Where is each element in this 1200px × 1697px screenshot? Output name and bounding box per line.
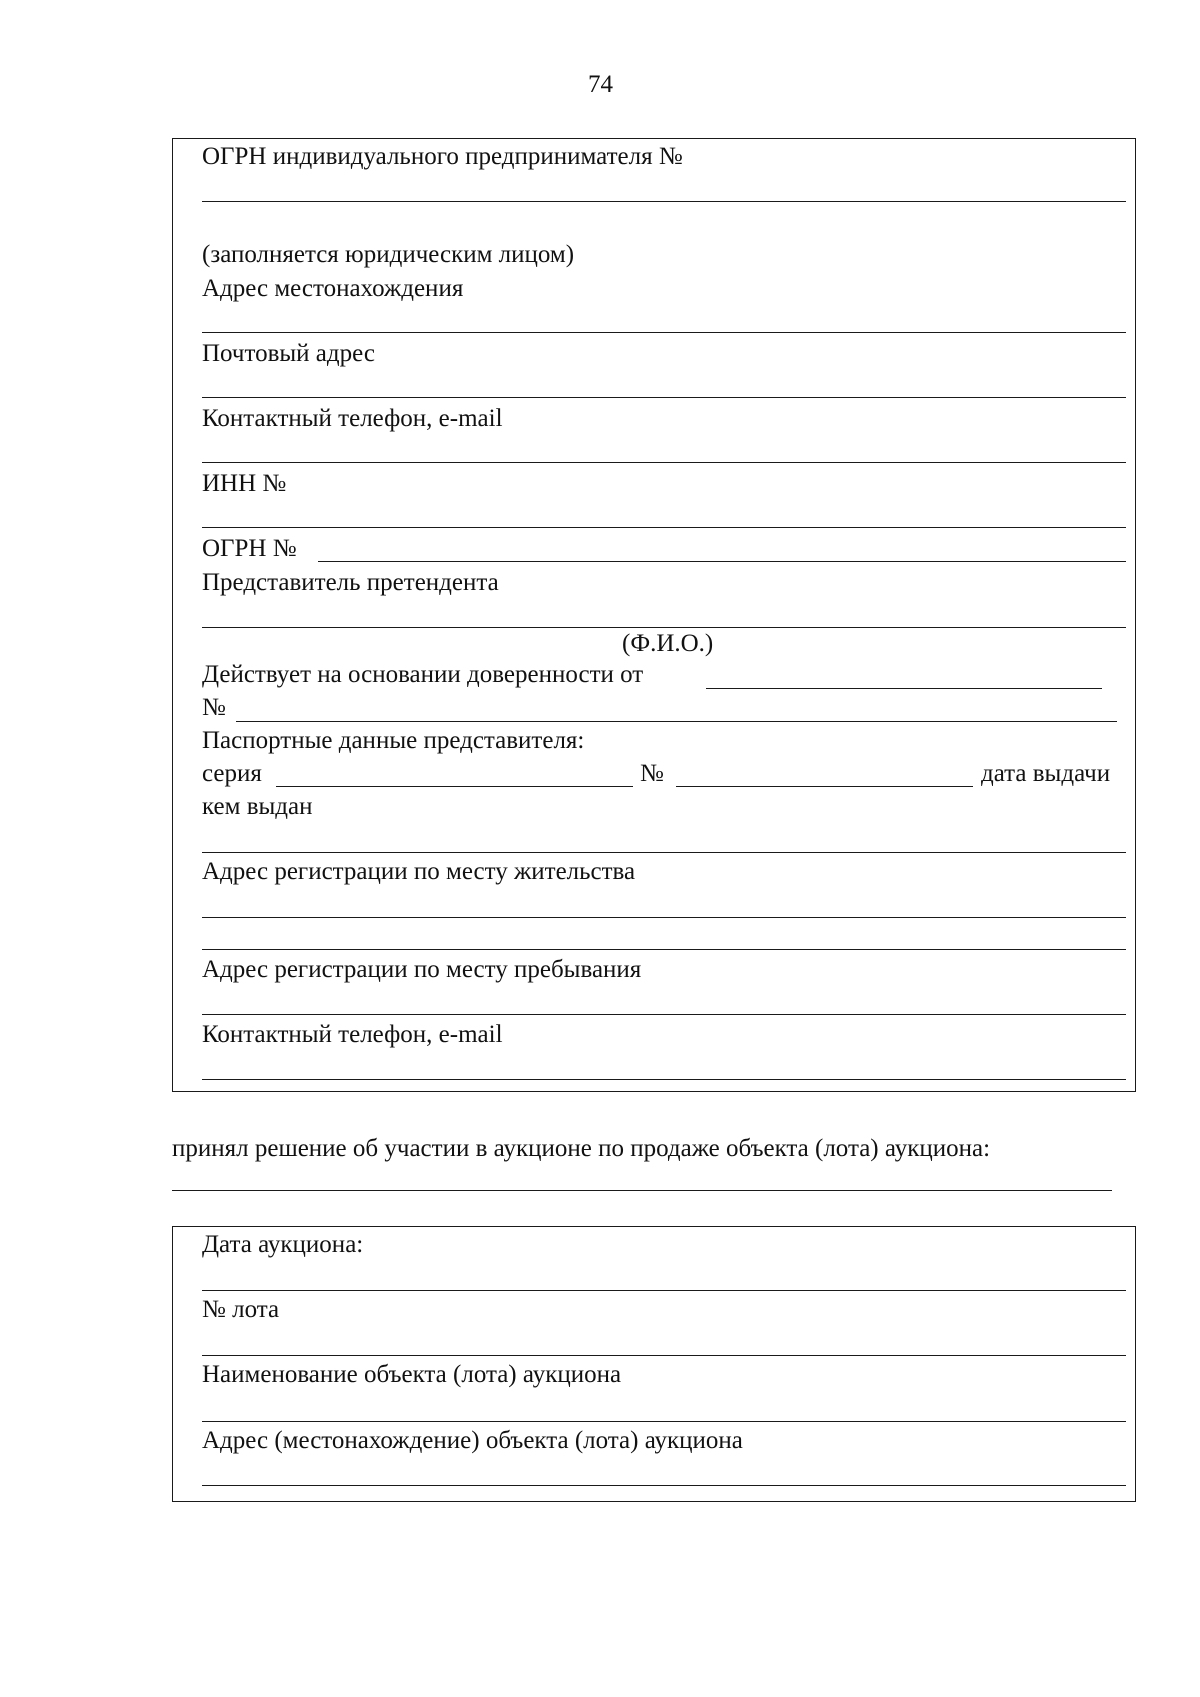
- location-address-field[interactable]: [202, 332, 1126, 333]
- ogrn-field[interactable]: [318, 561, 1126, 562]
- lot-name-field[interactable]: [202, 1421, 1126, 1422]
- location-address-label: Адрес местонахождения: [202, 275, 464, 302]
- series-label: серия: [202, 760, 262, 787]
- passport-label: Паспортные данные представителя:: [202, 727, 585, 754]
- lot-name-label: Наименование объекта (лота) аукциона: [202, 1361, 622, 1388]
- representative-label: Представитель претендента: [202, 569, 499, 596]
- attorney-number-label: №: [202, 694, 226, 721]
- representative-field[interactable]: [202, 627, 1126, 628]
- power-of-attorney-label: Действует на основании доверенности от: [202, 661, 644, 688]
- lot-address-label: Адрес (местонахождение) объекта (лота) аукциона: [202, 1427, 743, 1454]
- attorney-number-field[interactable]: [236, 721, 1117, 722]
- issued-by-label: кем выдан: [202, 793, 313, 820]
- issue-date-label: дата выдачи: [981, 760, 1111, 787]
- passport-series-field[interactable]: [276, 786, 633, 787]
- decision-text: принял решение об участии в аукционе по продаже объекта (лота) аукциона:: [172, 1135, 991, 1162]
- ogrn-ip-label: ОГРН индивидуального предпринимателя №: [202, 143, 683, 170]
- contact-phone-field[interactable]: [202, 462, 1126, 463]
- contact-phone-label-2: Контактный телефон, e-mail: [202, 1021, 503, 1048]
- lot-number-label: № лота: [202, 1296, 280, 1323]
- ogrn-ip-field[interactable]: [202, 201, 1126, 202]
- postal-address-field[interactable]: [202, 397, 1126, 398]
- lot-number-field[interactable]: [202, 1355, 1126, 1356]
- lot-address-field[interactable]: [202, 1485, 1126, 1486]
- contact-phone-field-2[interactable]: [202, 1079, 1126, 1080]
- auction-date-field[interactable]: [202, 1290, 1126, 1291]
- ogrn-label: ОГРН №: [202, 535, 297, 562]
- residence-address-field-2[interactable]: [202, 949, 1126, 950]
- passport-number-field[interactable]: [676, 786, 973, 787]
- decision-lot-field[interactable]: [172, 1190, 1112, 1191]
- postal-address-label: Почтовый адрес: [202, 340, 375, 367]
- contact-phone-label: Контактный телефон, e-mail: [202, 405, 503, 432]
- auction-date-label: Дата аукциона:: [202, 1231, 364, 1258]
- fio-caption: (Ф.И.О.): [622, 630, 714, 657]
- stay-address-label: Адрес регистрации по месту пребывания: [202, 956, 642, 983]
- residence-address-label: Адрес регистрации по месту жительства: [202, 858, 636, 885]
- passport-number-label: №: [640, 760, 664, 787]
- residence-address-field-1[interactable]: [202, 917, 1126, 918]
- inn-label: ИНН №: [202, 470, 287, 497]
- legal-entity-note: (заполняется юридическим лицом): [202, 241, 575, 268]
- issued-by-field[interactable]: [202, 852, 1126, 853]
- stay-address-field[interactable]: [202, 1014, 1126, 1015]
- inn-field[interactable]: [202, 527, 1126, 528]
- page-number: 74: [588, 71, 613, 98]
- power-of-attorney-date-field[interactable]: [706, 688, 1102, 689]
